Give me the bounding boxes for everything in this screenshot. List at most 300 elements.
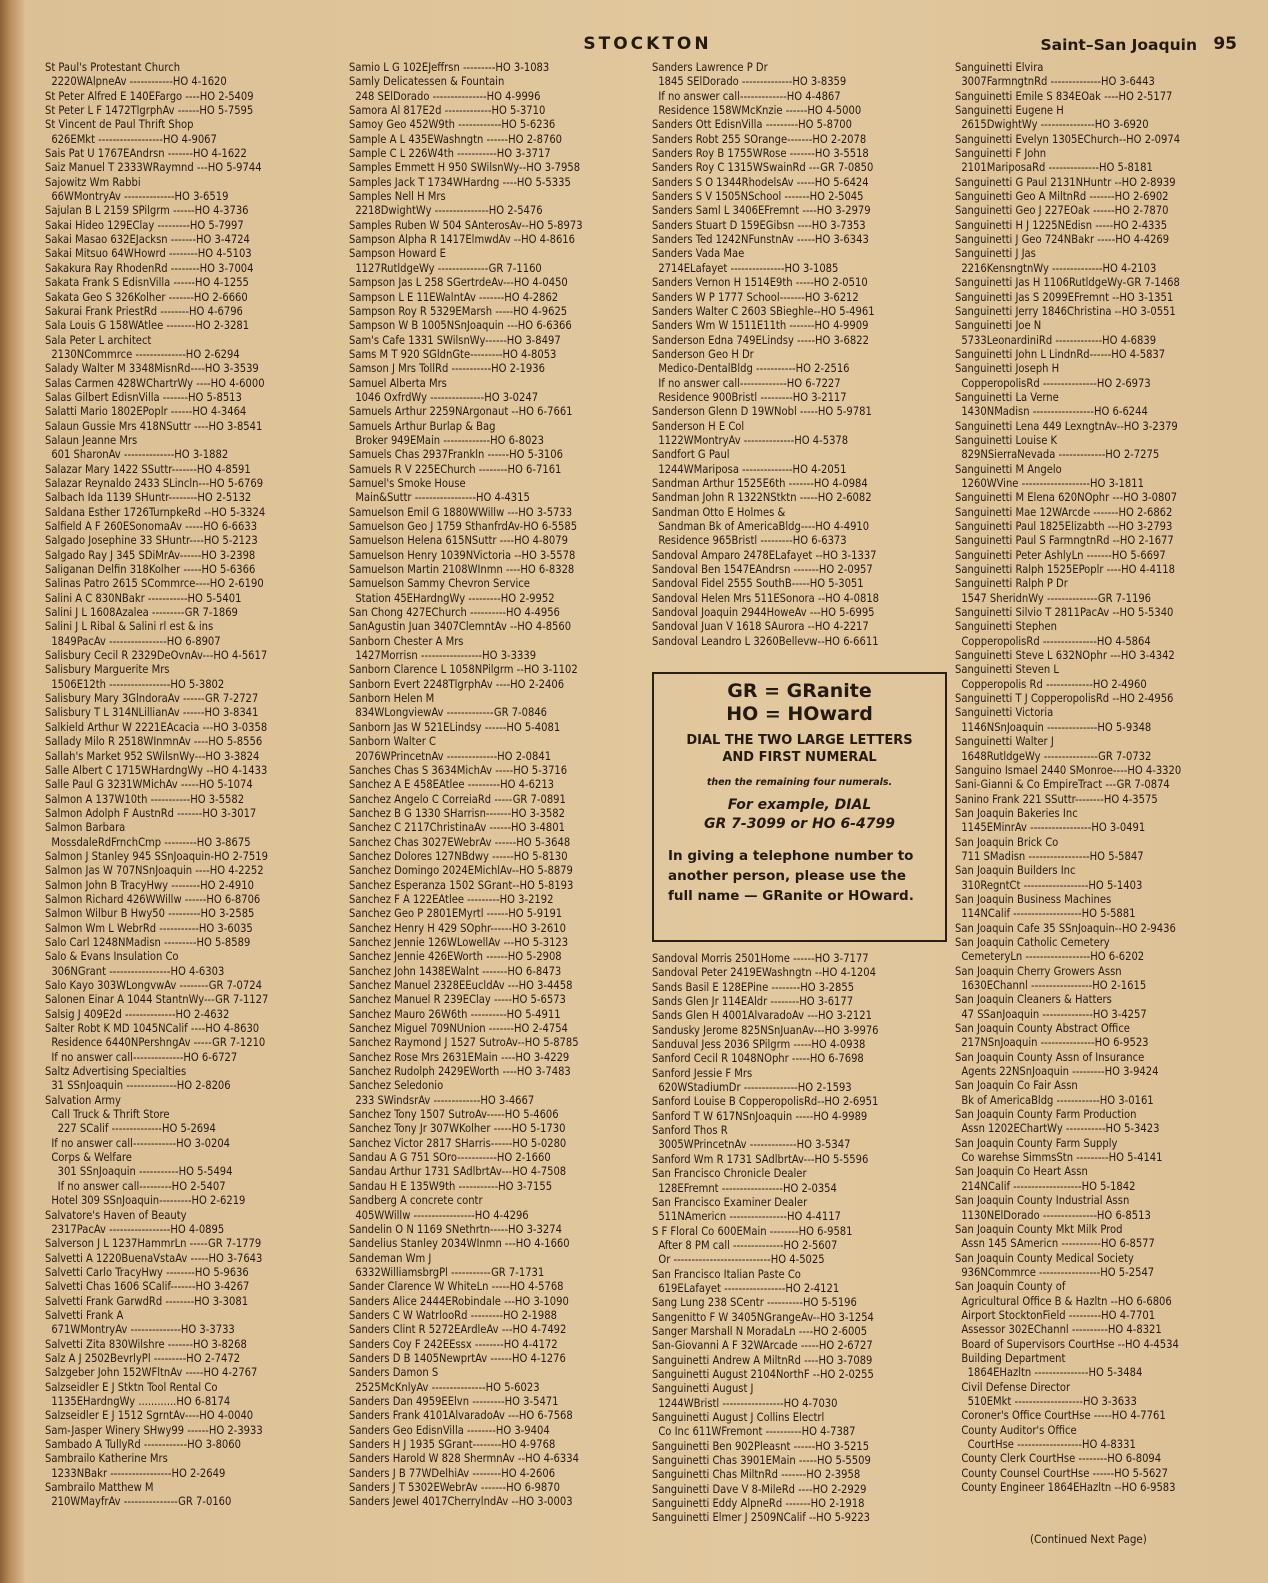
listing-entry: Sanborn Helen M — [349, 692, 435, 706]
listing-entry: Samuelson Emil G 1880WWillw ---HO 3-5733 — [349, 505, 573, 519]
listing-entry: Sanino Frank 221 SSuttr--------HO 4-3575 — [955, 792, 1158, 806]
listing-entry: CopperopolisRd ---------------HO 4-5864 — [955, 634, 1151, 648]
listing-entry: Sanguinetti Jerry 1846Christina --HO 3-0551 — [955, 304, 1176, 318]
listing-entry: Sanguinetti Jas S 2099EFremnt --HO 3-1351 — [955, 290, 1174, 304]
listing-entry: Sanchez Henry H 429 SOphr------HO 3-2610 — [349, 921, 566, 935]
listing-entry: 511NAmericn ----------------HO 4-4117 — [652, 1210, 841, 1224]
listing-entry: Sanguinetti J Geo 724NBakr -----HO 4-4269 — [955, 233, 1170, 247]
listing-entry: Sampson Howard E — [349, 247, 446, 261]
listing-entry: Saldana Esther 1726TurnpkeRd --HO 5-3324 — [45, 505, 266, 519]
listing-entry: Sanders Wm W 1511E11th -------HO 4-9909 — [652, 319, 869, 333]
listing-entry: San Joaquin Bakeries Inc — [955, 806, 1078, 820]
listing-entry: Sambrailo Katherine Mrs — [45, 1452, 168, 1466]
listing-entry: 1630EChannl -----------------HO 2-1615 — [955, 979, 1147, 992]
listing-entry: After 8 PM call --------------HO 2-5607 — [652, 1238, 838, 1252]
listing-entry: 619ELafayet -----------------HO 2-4121 — [652, 1281, 840, 1295]
listing-entry: Salbach Ida 1139 SHuntr--------HO 2-5132 — [45, 491, 252, 505]
listing-entry: Salsig J 409E2d --------------HO 2-4632 — [45, 1007, 230, 1021]
listing-entry: Sanchez John 1438EWalnt -------HO 6-8473 — [349, 964, 562, 978]
listing-entry: Salatti Mario 1802EPoplr ------HO 4-3464 — [45, 405, 247, 419]
listing-entry: Or ---------------------------HO 4-5025 — [652, 1253, 825, 1267]
listing-entry: 1427Morrisn -----------------HO 3-3339 — [349, 649, 537, 663]
listing-entry: 711 SMadisn -----------------HO 5-5847 — [955, 849, 1144, 863]
listing-entry: Sanders Roy C 1315WSwainRd ---GR 7-0850 — [652, 161, 874, 175]
listing-entry: Sanguinetti F John — [955, 147, 1047, 161]
listing-entry: CourtHse ------------------HO 4-8331 — [955, 1438, 1136, 1451]
listing-entry: Salas Carmen 428WChartrWy ----HO 4-6000 — [45, 376, 265, 390]
listing-entry: 2615DwightWy ---------------HO 3-6920 — [955, 118, 1149, 132]
listing-entry: Sandau A G 751 SOro-----------HO 2-1660 — [349, 1151, 551, 1165]
notice-example-line1: For example, DIAL — [727, 797, 872, 813]
listing-entry: If no answer call---------HO 2-5407 — [45, 1179, 226, 1193]
listing-entry: Sanders J T 5302EWebrAv -------HO 6-9870 — [349, 1481, 560, 1495]
listing-entry: Sampson Roy R 5329EMarsh -----HO 4-9625 — [349, 304, 568, 318]
listing-entry: Board of Supervisors CourtHse --HO 4-4534 — [955, 1337, 1179, 1351]
listing-entry: Sanchez Seledonio — [349, 1079, 444, 1093]
listing-entry: Sandoval Leandro L 3260Bellevw--HO 6-6611 — [652, 634, 879, 648]
listing-entry: San Joaquin County Farm Supply — [955, 1136, 1118, 1150]
listing-entry: San Joaquin Cafe 35 SSnJoaquin--HO 2-9436 — [955, 921, 1176, 935]
listing-entry: 5733LeonardiniRd -------------HO 4-6839 — [955, 333, 1157, 347]
listing-entry: Sanderson Glenn D 19WNobl -----HO 5-9781 — [652, 405, 872, 419]
listing-entry: Sanguinetti Evelyn 1305EChurch--HO 2-0974 — [955, 132, 1181, 146]
listing-entry: Samuel Alberta Mrs — [349, 376, 447, 390]
listing-entry: Salvation Army — [45, 1093, 121, 1107]
listing-entry: Samuelson Geo J 1759 SthanfrdAv-HO 6-5585 — [349, 520, 578, 533]
listing-entry: Salini A C 830NBakr -----------HO 5-5401 — [45, 591, 242, 605]
listing-entry: Building Department — [955, 1351, 1066, 1365]
notice-dial-instruction — [654, 732, 945, 766]
listing-entry: Corps & Welfare — [45, 1151, 132, 1165]
listing-entry: Sanders Harold W 828 ShermnAv --HO 4-6334 — [349, 1452, 579, 1466]
listing-entry: MossdaleRdFrnchCmp ---------HO 3-8675 — [45, 835, 251, 849]
listing-entry: Sakai Hideo 129EClay ---------HO 5-7997 — [45, 218, 244, 232]
listing-entry: Sanborn Clarence L 1058NPilgrm --HO 3-1102 — [349, 663, 578, 677]
listing-entry: San Joaquin Co Fair Assn — [955, 1079, 1078, 1093]
listing-entry: 834WLongviewAv -------------GR 7-0846 — [349, 706, 548, 720]
listing-entry: San Joaquin Builders Inc — [955, 864, 1076, 878]
notice-line-granite: GR = GRanite — [727, 680, 872, 702]
listing-entry: Salo Carl 1248NMadisn ---------HO 5-8589 — [45, 935, 251, 949]
listing-entry: Samio L G 102EJeffrsn ---------HO 3-1083 — [349, 61, 550, 74]
listing-column-2 — [349, 61, 649, 1510]
listing-entry: Sanguinetti Lena 449 LexngtnAv--HO 3-2379 — [955, 419, 1178, 433]
listing-entry: Sanborn Jas W 521ELindsy ------HO 5-4081 — [349, 720, 561, 734]
listing-entry: Sanguinetti Paul 1825Elizabth ---HO 3-2793 — [955, 520, 1173, 533]
listing-entry: Sanguinetti Steven L — [955, 663, 1059, 677]
listing-entry: Sanguinetti Elmer J 2509NCalif --HO 5-9223 — [652, 1511, 871, 1525]
listing-entry: Sanguinetti Ben 902Pleasnt ------HO 3-5215 — [652, 1439, 870, 1453]
listing-entry: 2714ELafayet ---------------HO 3-1085 — [652, 261, 839, 275]
listing-entry: Copperopolis Rd -------------HO 2-4960 — [955, 677, 1147, 691]
listing-entry: 1244WMariposa --------------HO 4-2051 — [652, 462, 847, 476]
listing-entry: Sanchez Tony 1507 SutroAv-----HO 5-4606 — [349, 1108, 559, 1122]
listing-entry: Sanguinetti La Verne — [955, 390, 1059, 404]
listing-entry: Sanders S O 1344RhodelsAv -----HO 5-6424 — [652, 175, 869, 189]
listing-entry: Samoy Geo 452W9th ------------HO 5-6236 — [349, 118, 556, 132]
listing-entry: San Joaquin County Assn of Insurance — [955, 1050, 1145, 1064]
listing-entry: Sanguinetti Geo J 227EOak ------HO 2-7870 — [955, 204, 1169, 218]
notice-full-name-advice: In giving a telephone number to another person, please use the full name — GRanite or HOward. — [668, 848, 914, 904]
listing-entry: Sanchez Domingo 2024EMichlAv--HO 5-8879 — [349, 864, 573, 878]
listing-entry: Sanguinetti Stephen — [955, 620, 1057, 634]
listing-entry: San Joaquin County Farm Production — [955, 1108, 1137, 1122]
listing-entry: Samuels Arthur 2259NArgonaut --HO 6-7661 — [349, 405, 573, 419]
listing-entry: 114NCalif -------------------HO 5-5881 — [955, 907, 1136, 921]
listing-entry: Sallah's Market 952 SWilsnWy---HO 3-3824 — [45, 749, 260, 763]
listing-entry: Sanchez Manuel R 239EClay -----HO 5-6573 — [349, 993, 566, 1007]
listing-entry: Sajowitz Wm Rabbi — [45, 175, 141, 189]
listing-entry: Salady Walter M 3348MisnRd----HO 3-3539 — [45, 362, 259, 376]
listing-entry: Sanders D B 1405NewprtAv ------HO 4-1276 — [349, 1351, 566, 1365]
listing-entry: Sandoval Amparo 2478ELafayet --HO 3-1337 — [652, 548, 877, 562]
listing-entry: Sanders W P 1777 School-------HO 3-6212 — [652, 290, 859, 304]
notice-dial-line1: DIAL THE TWO LARGE LETTERS — [686, 733, 913, 748]
listing-entry: Sanchez Esperanza 1502 SGrant--HO 5-8193 — [349, 878, 574, 892]
listing-entry: San Joaquin Business Machines — [955, 892, 1112, 906]
listing-entry: Sampson L E 11EWalntAv -------HO 4-2862 — [349, 290, 559, 304]
listing-entry: Medico-DentalBldg -----------HO 2-2516 — [652, 362, 850, 376]
listing-entry: Sakata Geo S 326Kolher -------HO 2-6660 — [45, 290, 248, 304]
listing-entry: Residence 965Bristl ---------HO 6-6373 — [652, 534, 847, 548]
listing-entry: Sandeman Wm J — [349, 1251, 432, 1265]
listing-entry: Sampson W B 1005NSnJoaquin ---HO 6-6366 — [349, 319, 572, 333]
listing-entry: Sanguinetti Victoria — [955, 706, 1054, 720]
city-title: STOCKTON — [583, 34, 712, 54]
listing-entry: San Chong 427EChurch ----------HO 4-4956 — [349, 606, 560, 620]
listing-entry: Assessor 302EChannl ----------HO 4-8321 — [955, 1323, 1162, 1337]
listing-entry: Salzseidler E J 1512 SgrntAv----HO 4-0040 — [45, 1409, 254, 1423]
listing-entry: If no answer call--------------HO 6-6727 — [45, 1050, 238, 1064]
section-title: Saint–San Joaquin — [1040, 36, 1197, 54]
listing-entry: Sandelius Stanley 2034WInmn ---HO 4-1660 — [349, 1237, 570, 1251]
listing-entry: Sakakura Ray RhodenRd --------HO 3-7004 — [45, 261, 254, 275]
listing-entry: Sanchez Jennie 426EWorth ------HO 5-2908 — [349, 950, 562, 964]
listing-entry: Sangenitto F W 3405NGrangeAv--HO 3-1254 — [652, 1310, 874, 1324]
listing-entry: 31 SSnJoaquin --------------HO 2-8206 — [45, 1079, 231, 1093]
listing-entry: Sampson Alpha R 1417ElmwdAv --HO 4-8616 — [349, 233, 575, 247]
listing-entry: 47 SSanJoaquin --------------HO 3-4257 — [955, 1007, 1147, 1021]
listing-entry: 3005WPrincetnAv -------------HO 3-5347 — [652, 1138, 851, 1152]
listing-entry: San Joaquin Co Heart Assn — [955, 1165, 1088, 1179]
listing-entry: Salmon John B TracyHwy --------HO 2-4910 — [45, 878, 254, 892]
listing-entry: Salmon Wilbur B Hwy50 ---------HO 3-2585 — [45, 907, 255, 921]
listing-entry: 310RegntCt ------------------HO 5-1403 — [955, 878, 1143, 892]
listing-entry: 6332WilliamsbrgPl -----------GR 7-1731 — [349, 1265, 545, 1279]
listing-entry: Sanford Jessie F Mrs — [652, 1066, 753, 1080]
listing-entry: Sanches Chas S 3634MichAv -----HO 5-3716 — [349, 763, 568, 777]
listing-entry: Sandoval Fidel 2555 SouthB-----HO 5-3051 — [652, 577, 864, 591]
listing-entry: Sanders Roy B 1755WRose -------HO 3-5518 — [652, 147, 869, 161]
listing-entry: Sanguinetti Steve L 632NOphr ---HO 3-4342 — [955, 649, 1175, 663]
listing-entry: 2130NCommrce --------------HO 2-6294 — [45, 347, 240, 361]
listing-entry: 227 SCalif --------------HO 5-2694 — [45, 1122, 216, 1136]
page-header — [40, 30, 1255, 58]
listing-entry: St Paul's Protestant Church — [45, 61, 181, 74]
listing-entry: Agents 22NSnJoaquin ---------HO 3-9424 — [955, 1065, 1159, 1079]
listing-column-1 — [45, 61, 345, 1510]
listing-entry: 66WMontryAv --------------HO 3-6519 — [45, 190, 229, 204]
listing-entry: 1648RutldgeWy ---------------GR 7-0732 — [955, 749, 1152, 763]
listing-entry: 829NSierraNevada -------------HO 2-7275 — [955, 448, 1160, 462]
listing-entry: Sanders H J 1935 SGrant--------HO 4-9768 — [349, 1438, 556, 1451]
listing-entry: Sam's Cafe 1331 SWilsnWy------HO 3-8497 — [349, 333, 561, 347]
listing-entry: Sandfort G Paul — [652, 448, 730, 462]
listing-entry: Sandberg A concrete contr — [349, 1194, 483, 1208]
listing-entry: County Counsel CourtHse ------HO 5-5627 — [955, 1466, 1168, 1480]
listing-entry: 3007FarmngtnRd --------------HO 3-6443 — [955, 75, 1155, 89]
listing-entry: Sanguinetti Paul S FarmngtnRd --HO 2-1677 — [955, 534, 1174, 548]
listing-entry: Salzgeber John 152WFltnAv -----HO 4-2767 — [45, 1366, 258, 1380]
listing-entry: Sanger Marshall N MoradaLn ----HO 2-6005 — [652, 1324, 868, 1338]
listing-entry: Salazar Reynaldo 2433 SLincln---HO 5-6769 — [45, 476, 264, 490]
listing-entry: Sandusky Jerome 825NSnJuanAv---HO 3-9976 — [652, 1023, 879, 1037]
listing-entry: Samuelson Martin 2108WInmn ----HO 6-8328 — [349, 563, 575, 577]
listing-entry: Sanguinetti G Paul 2131NHuntr --HO 2-8939 — [955, 175, 1176, 189]
listing-entry: 1145EMinrAv -----------------HO 3-0491 — [955, 821, 1146, 835]
listing-entry: Salzseidler E J Stktn Tool Rental Co — [45, 1380, 218, 1394]
listing-entry: Sanchez Mauro 26W6th ----------HO 5-4911 — [349, 1007, 561, 1021]
listing-entry: Assn 1202EChartWy -----------HO 5-3423 — [955, 1122, 1160, 1136]
listing-entry: Sanborn Evert 2248TlgrphAv ----HO 2-2406 — [349, 677, 565, 691]
listing-entry: Sanguinetti Eugene H — [955, 104, 1064, 118]
listing-entry: Sanguinetti Elvira — [955, 61, 1044, 74]
listing-entry: 2317PacAv -----------------HO 4-0895 — [45, 1222, 225, 1236]
listing-entry: Salisbury T L 314NLillianAv ------HO 3-8341 — [45, 706, 259, 720]
listing-entry: Sanchez Geo P 2801EMyrtl ------HO 5-9191 — [349, 907, 563, 921]
listing-entry: Sanderson Edna 749ELindsy -----HO 3-6822 — [652, 333, 869, 347]
listing-entry: Sanborn Walter C — [349, 735, 436, 749]
listing-entry: Sanders Lawrence P Dr — [652, 61, 768, 74]
listing-entry: Sanguinetti Joseph H — [955, 362, 1060, 376]
listing-entry: If no answer call-------------HO 6-7227 — [652, 376, 841, 390]
notice-then-line: then the remaining four numerals. — [706, 777, 893, 788]
listing-entry: CopperopolisRd ---------------HO 2-6973 — [955, 376, 1151, 390]
listing-entry: Samples Emmett H 950 SWilsnWy--HO 3-7958 — [349, 161, 581, 175]
listing-entry: 626EMkt ------------------HO 4-9067 — [45, 132, 217, 146]
listing-entry: Salter Robt K MD 1045NCalif ----HO 4-8630 — [45, 1022, 260, 1036]
listing-entry: Sanders Walter C 2603 SBieghle--HO 5-4961 — [652, 304, 875, 318]
listing-entry: Sampson Jas L 258 SGertrdeAv---HO 4-0450 — [349, 276, 568, 290]
listing-entry: San Joaquin Cleaners & Hatters — [955, 993, 1112, 1007]
listing-entry: Sanguinetti Eddy AlpneRd -------HO 2-1918 — [652, 1497, 865, 1511]
listing-entry: Sanders Ott EdisnVilla ---------HO 5-8700 — [652, 118, 853, 132]
listing-entry: Sanguinetti August J — [652, 1382, 754, 1396]
listing-entry: Samples Nell H Mrs — [349, 190, 446, 204]
listing-entry: Residence 900Bristl ---------HO 3-2117 — [652, 390, 847, 404]
listing-entry: Sanchez Tony Jr 307WKolher -----HO 5-1730 — [349, 1122, 566, 1136]
notice-dial-line2: AND FIRST NUMERAL — [722, 750, 877, 765]
listing-entry: Saliganan Delfin 318Kolher -----HO 5-6366 — [45, 563, 256, 577]
listing-entry: Sanguinetti Andrew A MiltnRd ----HO 3-7089 — [652, 1353, 873, 1367]
listing-entry: Sanguinetti August 2104NorthF --HO 2-0255 — [652, 1367, 874, 1381]
listing-entry: Sanders Stuart D 159EGibsn ----HO 3-7353 — [652, 218, 866, 232]
listing-entry: Sanchez Chas 3027EWebrAv ------HO 5-3648 — [349, 835, 571, 849]
listing-entry: 248 SElDorado ---------------HO 4-9996 — [349, 89, 541, 103]
listing-entry: Sanders Dan 4959EElvn ---------HO 3-5471 — [349, 1394, 559, 1408]
listing-entry: Sanders Coy F 242EEssx --------HO 4-4172 — [349, 1337, 558, 1351]
listing-entry: Saiz Manuel T 2333WRaymnd ---HO 5-9744 — [45, 161, 262, 175]
listing-entry: Sanchez Victor 2817 SHarris------HO 5-0280 — [349, 1136, 567, 1150]
listing-entry: 128EFremnt -----------------HO 2-0354 — [652, 1181, 837, 1195]
listing-entry: Salisbury Mary 3GlndoraAv ------GR 7-2727 — [45, 692, 259, 706]
listing-entry: County Engineer 1864EHazltn --HO 6-9583 — [955, 1481, 1176, 1495]
listing-entry: Sanchez Raymond J 1527 SutroAv--HO 5-8785 — [349, 1036, 579, 1050]
listing-entry: Salisbury Marguerite Mrs — [45, 663, 170, 677]
listing-entry: Sandman Arthur 1525E6th -------HO 4-0984 — [652, 476, 868, 490]
listing-entry: Salaun Jeanne Mrs — [45, 433, 138, 447]
listing-entry: San Joaquin County Industrial Assn — [955, 1194, 1130, 1208]
listing-entry: Salmon Adolph F AustnRd -------HO 3-3017 — [45, 806, 257, 820]
listing-entry: Samuelson Henry 1039NVictoria --HO 3-5578 — [349, 548, 576, 562]
listing-entry: Salmon A 137W10th -----------HO 3-5582 — [45, 792, 245, 806]
listing-entry: 1845 SElDorado --------------HO 3-8359 — [652, 75, 847, 89]
listing-entry: Sanders Jewel 4017CherrylndAv --HO 3-0003 — [349, 1495, 573, 1509]
listing-entry: 2220WAlpneAv ------------HO 4-1620 — [45, 75, 227, 89]
listing-entry: Broker 949EMain -------------HO 6-8023 — [349, 433, 544, 447]
listing-entry: Salle Paul G 3231WMichAv -----HO 5-1074 — [45, 778, 253, 792]
listing-entry: Sakata Frank S EdisnVilla ------HO 4-1255 — [45, 276, 249, 290]
listing-entry: 620WStadiumDr ---------------HO 2-1593 — [652, 1081, 852, 1095]
listing-entry: Sala Louis G 158WAtlee --------HO 2-3281 — [45, 319, 250, 333]
listing-entry: Salo & Evans Insulation Co — [45, 950, 179, 964]
listing-entry: Sandoval Morris 2501Home ------HO 3-7177 — [652, 952, 869, 965]
listing-entry: San Joaquin Cherry Growers Assn — [955, 964, 1122, 978]
listing-entry: 1122WMontryAv --------------HO 4-5378 — [652, 433, 849, 447]
listing-entry: Salmon J Stanley 945 SSnJoaquin-HO 2-7519 — [45, 849, 268, 863]
listing-entry: Sample C L 226W4th -----------HO 3-3717 — [349, 147, 551, 161]
listing-entry: Sanguinetti Mae 12WArcde -------HO 2-6862 — [955, 505, 1173, 519]
listing-entry: Sanchez Jennie 126WLowellAv ---HO 5-3123 — [349, 935, 569, 949]
listing-entry: Samuelson Sammy Chevron Service — [349, 577, 530, 591]
listing-entry: 217NSnJoaquin ---------------HO 6-9523 — [955, 1036, 1149, 1050]
notice-example — [654, 796, 945, 834]
continued-note: (Continued Next Page) — [1030, 1532, 1147, 1546]
listing-entry: 1244WBristl -----------------HO 4-7030 — [652, 1396, 838, 1410]
listing-entry: Sanford Thos R — [652, 1124, 728, 1138]
listing-entry: Sambrailo Matthew M — [45, 1481, 154, 1495]
listing-entry: Hotel 309 SSnJoaquin---------HO 2-6219 — [45, 1194, 246, 1208]
listing-entry: Sanchez A E 458EAtlee ---------HO 4-6213 — [349, 778, 555, 792]
listing-entry: 1146NSnJoaquin --------------HO 5-9348 — [955, 720, 1152, 734]
listing-entry: Bk of AmericaBldg ------------HO 3-0161 — [955, 1093, 1154, 1107]
listing-entry: Samples Ruben W 504 SAnterosAv--HO 5-8973 — [349, 218, 583, 232]
listing-entry: San Joaquin Catholic Cemetery — [955, 935, 1110, 949]
listing-entry: Sandoval Peter 2419EWashngtn --HO 4-1204 — [652, 966, 876, 980]
listing-entry: 1849PacAv ----------------HO 6-8907 — [45, 634, 221, 648]
listing-entry: Sanders Damon S — [349, 1366, 439, 1380]
listing-entry: Sanguinetti Joe N — [955, 319, 1042, 333]
listing-entry: Sanguinetti H J 1225NEdisn -----HO 2-4335 — [955, 218, 1168, 232]
listing-entry: Residence 6440NPershngAv -----GR 7-1210 — [45, 1036, 266, 1050]
listing-entry: St Peter Alfred E 140EFargo ----HO 2-5409 — [45, 89, 254, 103]
listing-entry: If no answer call-------------HO 4-4867 — [652, 89, 841, 103]
listing-column-4 — [955, 61, 1255, 1495]
listing-entry: Sams M T 920 SGldnGte---------HO 4-8053 — [349, 347, 557, 361]
listing-entry: 1260WVine -------------------HO 3-1811 — [955, 476, 1144, 490]
listing-entry: 405WWillw -----------------HO 4-4296 — [349, 1208, 529, 1222]
listing-entry: Sanguinetti J Jas — [955, 247, 1036, 261]
listing-entry: 2525McKnlyAv ---------------HO 5-6023 — [349, 1380, 540, 1394]
listing-entry: Samples Jack T 1734WHardng ----HO 5-5335 — [349, 175, 571, 189]
listing-entry: Salgado Ray J 345 SDiMrAv------HO 3-2398 — [45, 548, 256, 562]
listing-entry: Samuels Chas 2937Frankln ------HO 5-3106 — [349, 448, 563, 462]
listing-entry: Sands Glen H 4001AlvaradoAv ---HO 3-2121 — [652, 1009, 872, 1023]
listing-entry: Sanford Wm R 1731 SAdlbrtAv---HO 5-5596 — [652, 1152, 869, 1166]
listing-entry: Sanguinetti M Elena 620NOphr ---HO 3-0807 — [955, 491, 1178, 505]
listing-entry: County Auditor's Office — [955, 1423, 1077, 1437]
page-number: 95 — [1213, 34, 1237, 54]
listing-entry: Sands Glen Jr 114EAldr --------HO 3-6177 — [652, 995, 854, 1009]
listing-entry: Salvetti Frank A — [45, 1308, 124, 1322]
listing-entry: Sakai Mitsuo 64WHowrd --------HO 4-5103 — [45, 247, 252, 261]
listing-entry: 1233NBakr -----------------HO 2-2649 — [45, 1466, 226, 1480]
listing-entry: Sanders Clint R 5272EArdleAv ---HO 4-7492 — [349, 1323, 567, 1337]
listing-entry: Sajulan B L 2159 SPilgrm ------HO 4-3736 — [45, 204, 249, 218]
listing-entry: Salmon Jas W 707NSnJoaquin ----HO 4-2252 — [45, 864, 264, 878]
listing-entry: 936NCommrce -----------------HO 5-2547 — [955, 1265, 1155, 1279]
listing-entry: Sandman John R 1322NStktn -----HO 2-6082 — [652, 491, 872, 505]
listing-column-3-top — [652, 61, 952, 661]
listing-entry: Salmon Richard 426WWillw ------HO 6-8706 — [45, 892, 261, 906]
listing-entry: Salz A J 2502BevrlyPl ---------HO 2-7472 — [45, 1351, 241, 1365]
listing-entry: Sani-Gianni & Co EmpireTract ---GR 7-0874 — [955, 778, 1170, 792]
listing-entry: Sandoval Helen Mrs 511ESonora --HO 4-0818 — [652, 591, 880, 605]
listing-entry: Salini J L 1608Azalea ---------GR 7-1869 — [45, 606, 238, 620]
listing-entry: Sanford T W 617NSnJoaquin -----HO 4-9989 — [652, 1109, 868, 1123]
listing-entry: Sanguinetti Silvio T 2811PacAv --HO 5-5340 — [955, 606, 1174, 620]
listing-entry: Sandoval Ben 1547EAndrsn -------HO 2-0957 — [652, 563, 873, 577]
listing-entry: San Francisco Chronicle Dealer — [652, 1167, 807, 1181]
listing-entry: Saltz Advertising Specialties — [45, 1065, 187, 1079]
listing-entry: Co warehse SimmsStn ---------HO 5-4141 — [955, 1151, 1163, 1165]
listing-entry: Salverson J L 1237HammrLn -----GR 7-1779 — [45, 1237, 262, 1251]
listing-entry: Salvetti Carlo TracyHwy --------HO 5-9636 — [45, 1265, 249, 1279]
listing-entry: San Joaquin County Abstract Office — [955, 1022, 1130, 1036]
listing-entry: Sanchez F A 122EAtlee ---------HO 3-2192 — [349, 892, 554, 906]
listing-entry: Airport StocktonField ---------HO 4-7701 — [955, 1308, 1156, 1322]
listing-entry: San Francisco Examiner Dealer — [652, 1195, 808, 1209]
listing-entry: Agricultural Office B & Hazltn --HO 6-6806 — [955, 1294, 1172, 1308]
listing-entry: If no answer call------------HO 3-0204 — [45, 1136, 231, 1150]
listing-entry: Samuel's Smoke House — [349, 476, 466, 490]
listing-entry: Salvetti A 1220BuenaVstaAv -----HO 3-7643 — [45, 1251, 263, 1265]
listing-entry: 214NCalif -------------------HO 5-1842 — [955, 1179, 1136, 1193]
listing-entry: Sanguinetti Chas 3901EMain -----HO 5-5509 — [652, 1454, 871, 1468]
listing-entry: San Joaquin County Medical Society — [955, 1251, 1134, 1265]
listing-entry: Samuels Arthur Burlap & Bag — [349, 419, 496, 433]
listing-entry: Sandau H E 135W9th -----------HO 3-7155 — [349, 1179, 553, 1193]
listing-entry: Sanders Vernon H 1514E9th -----HO 2-0510 — [652, 276, 868, 290]
listing-entry: Samly Delicatessen & Fountain — [349, 75, 505, 89]
listing-entry: Sanguinetti Chas MiltnRd -------HO 2-3958 — [652, 1468, 861, 1482]
listing-entry: Assn 145 SAmericn -----------HO 6-8577 — [955, 1237, 1155, 1251]
listing-entry: Sakai Masao 632EJacksn -------HO 3-4724 — [45, 233, 250, 247]
listing-entry: Station 45EHardngWy ---------HO 2-9952 — [349, 591, 555, 605]
listing-entry: Salvatore's Haven of Beauty — [45, 1208, 187, 1222]
listing-entry: Sanduval Jess 2036 SPilgrm -----HO 4-0938 — [652, 1038, 866, 1052]
notice-example-line2: GR 7-3099 or HO 6-4799 — [704, 816, 895, 832]
listing-entry: Sandman Otto E Holmes & — [652, 505, 786, 519]
listing-entry: 1547 SheridnWy --------------GR 7-1196 — [955, 591, 1152, 605]
listing-entry: Salaun Gussie Mrs 418NSuttr ----HO 3-8541 — [45, 419, 263, 433]
listing-entry: Sanguinetti Emile S 834EOak ----HO 2-5177 — [955, 89, 1173, 103]
listing-entry: Sanchez B G 1330 SHarrisn-------HO 3-3582 — [349, 806, 565, 820]
listing-entry: Sambado A TullyRd ------------HO 3-8060 — [45, 1438, 241, 1451]
listing-entry: Sanders J B 77WDelhiAv --------HO 4-2606 — [349, 1466, 556, 1480]
listing-entry: Sala Peter L architect — [45, 333, 152, 347]
listing-entry: Sanders Frank 4101AlvaradoAv ---HO 6-7568 — [349, 1409, 573, 1423]
